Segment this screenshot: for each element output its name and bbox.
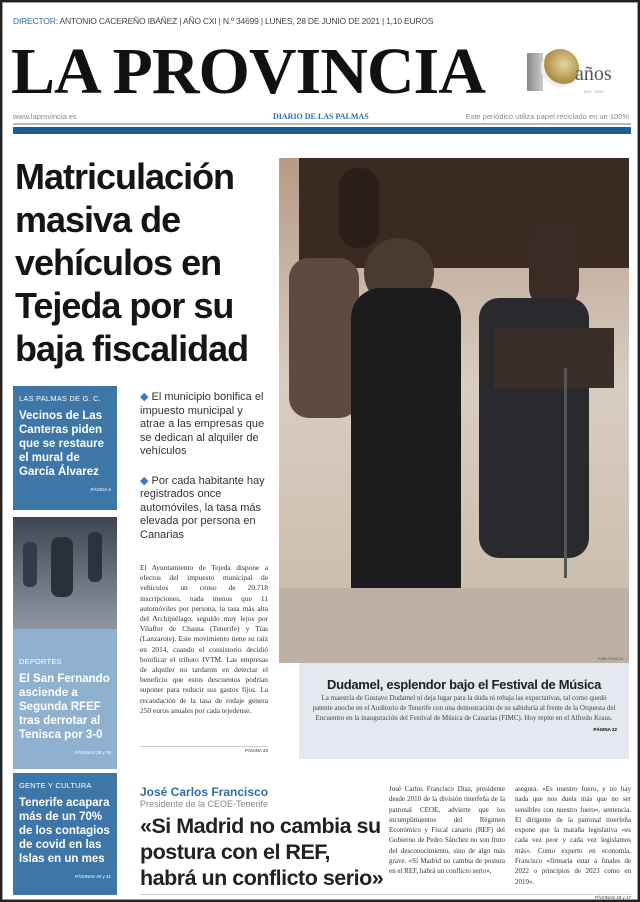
- front-page: [2, 2, 638, 900]
- divider-blue: [13, 127, 631, 134]
- issue-number: N.º 34699: [222, 16, 259, 26]
- lead-headline[interactable]: Matriculación masiva de vehículos en Tejeda por su baja fiscalidad: [15, 156, 249, 369]
- lead-body: El Ayuntamiento de Tejeda dispone a efectos del impuesto municipal de vehículos un censo de 20.718 inscripciones, nada menos que 11 automóviles por persona, la tasa más alta del Archipiélago, seguido muy lejos por Vilaflor de Chasna (Tenerife) y Tías (Lanzarote). Este movimiento tiene su raíz en 2014, cuando el consistorio decidió bonificar el tributo IVTM. Las empresas de alquiler no tardaron en detectar el beneficio que estos descuentos podrían suponer para reducir sus gastos fijos. La recaudación de la tasa de rodaje genera 250 euros anuales por cada tejedense.: [140, 563, 268, 715]
- divider: [13, 123, 631, 125]
- photo-title[interactable]: Dudamel, esplendor bajo el Festival de Música: [326, 677, 602, 692]
- year: AÑO CXI: [182, 16, 217, 26]
- interview-body-col1: José Carlos Francisco Díaz, presidente desde 2010 de la división tinerfeña de la patronal CEOE, advierte que los incumplimientos del Régimen Económico y Fiscal canario (REF) del Gobierno de Pedro Sánchez no son fruto del desconocimiento, sino de algo más grave. «Si Madrid no cambia de postura en el REF, habrá un conflicto serio»,: [389, 785, 505, 876]
- kicker: GENTE Y CULTURA: [19, 781, 92, 790]
- page-ref: PÁGINA 6: [90, 487, 111, 492]
- photo-caption-box: [299, 663, 629, 759]
- interview-headline[interactable]: «Si Madrid no cambia su postura con el REF, habrá un conflicto serio»: [140, 814, 384, 890]
- bullet: [140, 391, 268, 459]
- anniversary-logo: [527, 47, 632, 102]
- bullet: [140, 475, 268, 543]
- page-ref: PÁGINA 20: [140, 746, 268, 753]
- lead-bullets: [140, 391, 268, 558]
- director: ANTONIO CACEREÑO IBÁÑEZ: [59, 16, 178, 26]
- sidebar-title: Vecinos de Las Canteras piden que se restaure el mural de García Álvarez: [19, 410, 105, 478]
- photo-body: La maestría de Gustavo Dudamel ni deja lugar para la duda ni rebaja las expectativas, tal como quedó patente anoche en el Auditorio de Tenerife con una demostración de su sabiduría al frente de la Orquesta del Encuentro en la inauguración del Festival de Música de Canarias (FIMC). Hoy repite en el Alfredo Kraus.: [312, 694, 616, 722]
- page-ref: PÁGINAS 38 y 39: [74, 750, 111, 755]
- page-ref: PÁGINA 22: [593, 727, 617, 733]
- diamond-icon: ◆: [140, 391, 152, 403]
- issue-info: DIRECTOR: ANTONIO CACEREÑO IBÁÑEZ | AÑO CXI | N.º 34699 | LUNES, 28 DE JUNIO DE 2021 | 1,10 EUROS: [13, 16, 434, 26]
- sports-photo: [13, 517, 117, 629]
- masthead: LA PROVINCIA: [11, 35, 485, 108]
- interviewee-name: José Carlos Francisco: [140, 785, 269, 799]
- bullet-text: El municipio bonifica el impuesto municipal y atrae a las empresas que se dedican al alquiler de vehículos: [140, 391, 265, 457]
- anniversary-text: años: [575, 63, 612, 85]
- website[interactable]: www.laprovincia.es: [13, 112, 77, 121]
- page-ref: PÁGINAS 40 y 41: [74, 874, 111, 879]
- anniversary-years: 1911 - 2021: [583, 89, 605, 94]
- diamond-icon: ◆: [140, 474, 152, 487]
- sidebar-item-culture[interactable]: [13, 773, 117, 895]
- sidebar-item-local[interactable]: [13, 386, 117, 510]
- sidebar-item-sports[interactable]: [13, 629, 117, 769]
- subtitle: DIARIO DE LAS PALMAS: [273, 112, 369, 121]
- page-ref: PÁGINAS 16 y 17: [140, 894, 631, 900]
- bullet-text: Por cada habitante hay registrados once automóviles, la tasa más elevada por persona en Canarias: [140, 474, 265, 541]
- interviewee-role: Presidente de la CEOE-Tenerife: [140, 799, 269, 809]
- photo-credit: IVÁN PISACA: [597, 656, 623, 661]
- interview-body-col2: asegura. «Es nuestro fuero, y no hay nada que nos duela más que no ser sensibles con nuestro fuero», sentencia. El dirigente de la patronal tinerfeña expone que la maraña legislativa «es cada vez peor y cada vez legislamos más». Como experto en economía, Francisco «firmaría estar a finales de 2022 o principios de 2023 como en 2019».: [515, 785, 631, 886]
- dudamel-photo[interactable]: [279, 158, 629, 663]
- recycled-note: Este periódico utiliza papel reciclado en un 100%: [465, 112, 629, 121]
- sidebar-title: Tenerife acapara más de un 70% de los contagios de covid en las Islas en un mes: [19, 797, 110, 865]
- date: LUNES, 28 DE JUNIO DE 2021: [265, 16, 380, 26]
- kicker: DEPORTES: [19, 657, 62, 666]
- sidebar-title: El San Fernando asciende a Segunda RFEF tras derrotar al Tenisca por 3-0: [19, 673, 110, 741]
- kicker: LAS PALMAS DE G. C.: [19, 394, 102, 403]
- price: 1,10 EUROS: [386, 16, 434, 26]
- director-label: DIRECTOR:: [13, 16, 58, 26]
